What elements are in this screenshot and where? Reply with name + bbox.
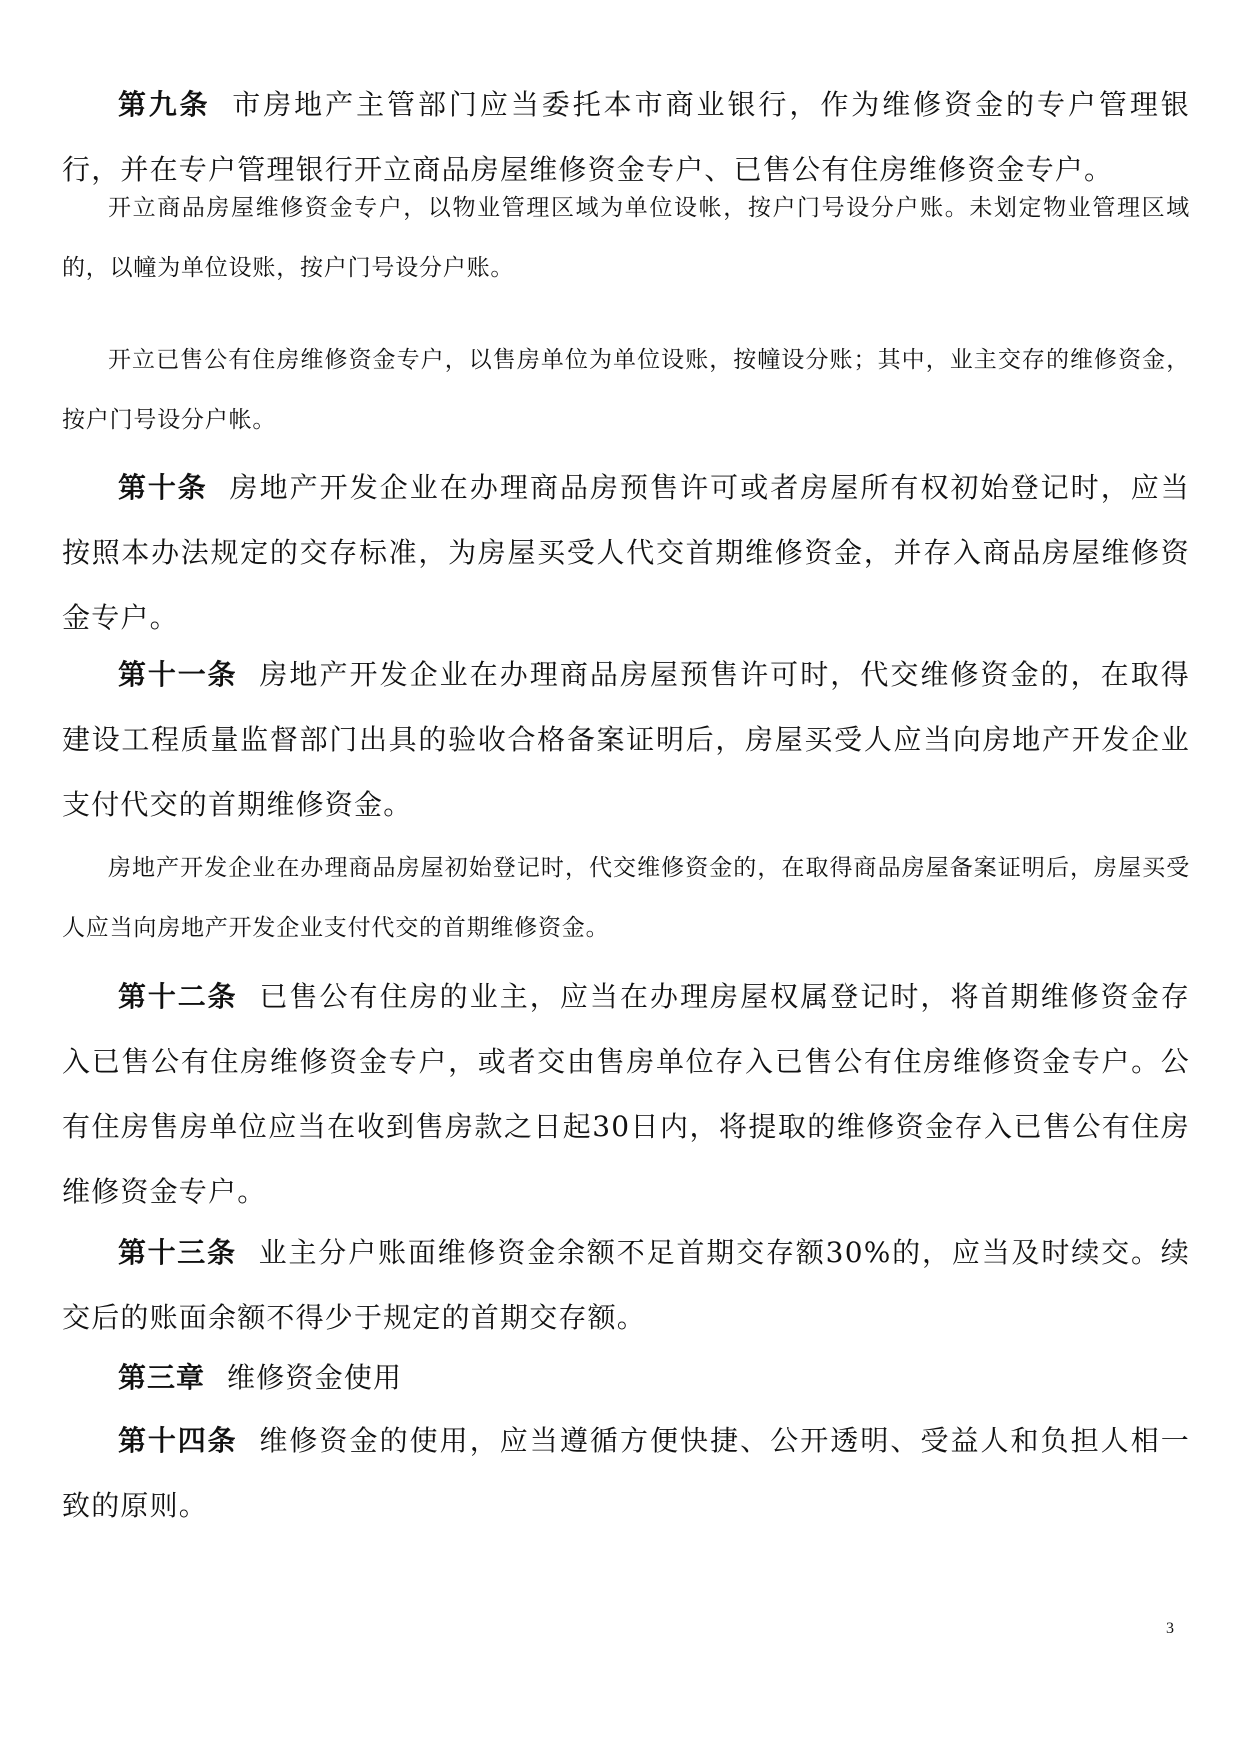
article-12 [62,964,1190,1224]
clause-text: 开立已售公有住房维修资金专户，以售房单位为单位设账，按幢设分账；其中，业主交存的维修资金，按户门号设分户帐。 [62,347,1190,433]
chapter-label: 第三章 [118,1361,206,1394]
chapter-title: 维修资金使用 [227,1361,403,1394]
clause-text: 开立商品房屋维修资金专户，以物业管理区域为单位设帐，按户门号设分户账。未划定物业管理区域的，以幢为单位设账，按户门号设分户账。 [62,195,1190,281]
article-text: 业主分户账面维修资金余额不足首期交存额30%的，应当及时续交。续交后的账面余额不得少于规定的首期交存额。 [62,1236,1190,1334]
article-11 [62,642,1190,837]
article-label: 第十四条 [118,1424,238,1457]
article-11-clause-1 [62,838,1190,958]
article-text: 市房地产主管部门应当委托本市商业银行，作为维修资金的专户管理银行，并在专户管理银行开立商品房屋维修资金专户、已售公有住房维修资金专户。 [62,88,1190,186]
article-label: 第十二条 [118,980,238,1013]
article-9-clause-1 [62,178,1190,298]
article-label: 第九条 [118,88,211,121]
clause-text: 房地产开发企业在办理商品房屋初始登记时，代交维修资金的，在取得商品房屋备案证明后，房屋买受人应当向房地产开发企业支付代交的首期维修资金。 [62,855,1190,941]
article-text: 房地产开发企业在办理商品房预售许可或者房屋所有权初始登记时，应当按照本办法规定的交存标准，为房屋买受人代交首期维修资金，并存入商品房屋维修资金专户。 [62,471,1190,634]
page-number: 3 [1166,1620,1174,1637]
article-label: 第十条 [118,471,208,504]
article-13 [62,1220,1190,1350]
article-label: 第十一条 [118,658,238,691]
article-14 [62,1408,1190,1538]
article-text: 已售公有住房的业主，应当在办理房屋权属登记时，将首期维修资金存入已售公有住房维修资金专户，或者交由售房单位存入已售公有住房维修资金专户。公有住房售房单位应当在收到售房款之日起30日内，将提取的维修资金存入已售公有住房维修资金专户。 [62,980,1190,1208]
article-9-clause-2 [62,330,1190,450]
article-text: 房地产开发企业在办理商品房屋预售许可时，代交维修资金的，在取得建设工程质量监督部门出具的验收合格备案证明后，房屋买受人应当向房地产开发企业支付代交的首期维修资金。 [62,658,1190,821]
article-10 [62,455,1190,650]
article-label: 第十三条 [118,1236,237,1269]
article-text: 维修资金的使用，应当遵循方便快捷、公开透明、受益人和负担人相一致的原则。 [62,1424,1190,1522]
chapter-3-heading [62,1345,1190,1410]
